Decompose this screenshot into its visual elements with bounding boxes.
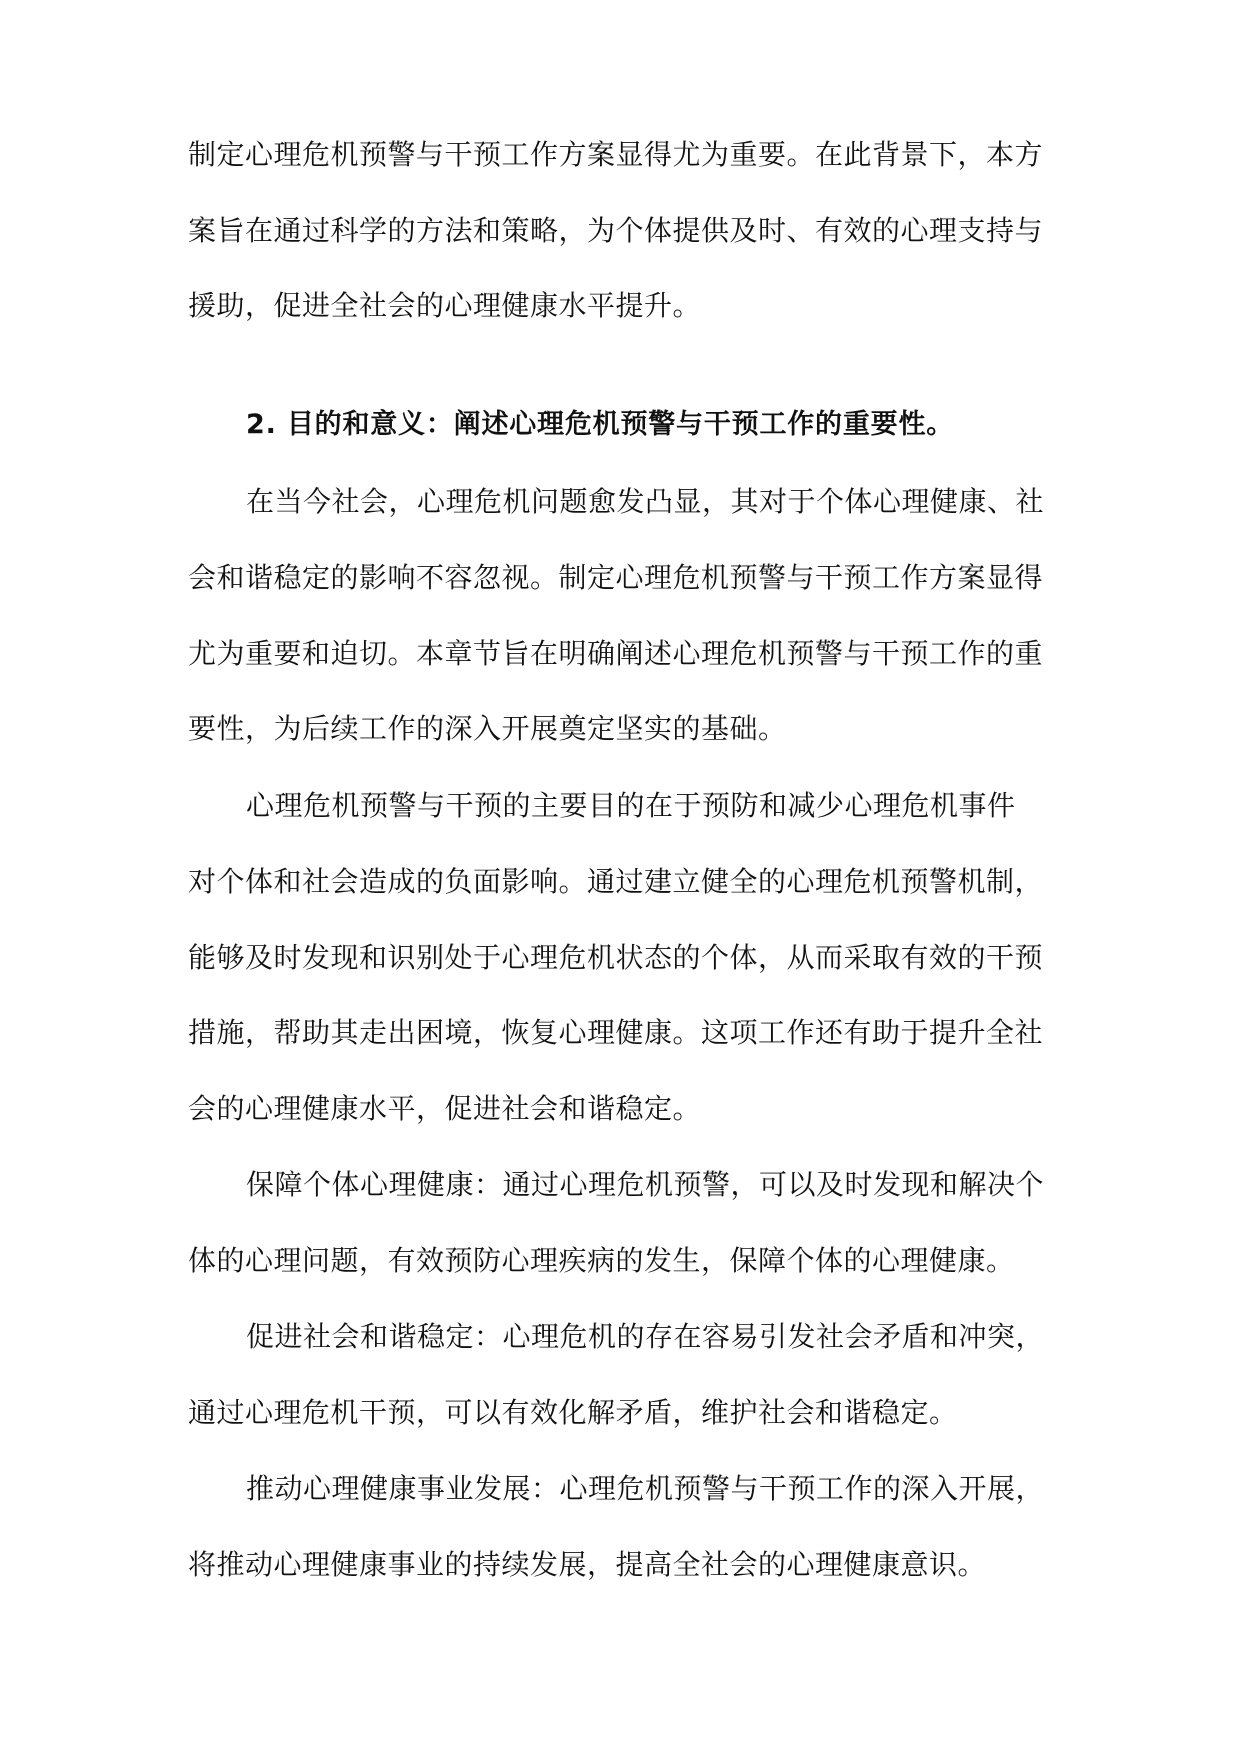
paragraph-purpose-line-4: 措施，帮助其走出困境，恢复心理健康。这项工作还有助于提升全社 (188, 1016, 1044, 1049)
paragraph-context-line-2: 会和谐稳定的影响不容忽视。制定心理危机预警与干预工作方案显得 (188, 561, 1044, 594)
paragraph-individual-line-2: 体的心理问题，有效预防心理疾病的发生，保障个体的心理健康。 (188, 1244, 1015, 1277)
paragraph-development-line-1: 推动心理健康事业发展：心理危机预警与干预工作的深入开展， (246, 1472, 1045, 1505)
paragraph-intro-line-3: 援助，促进全社会的心理健康水平提升。 (188, 289, 702, 322)
paragraph-society-line-1: 促进社会和谐稳定：心理危机的存在容易引发社会矛盾和冲突， (246, 1320, 1045, 1353)
paragraph-individual-line-1: 保障个体心理健康：通过心理危机预警，可以及时发现和解决个 (246, 1168, 1045, 1201)
paragraph-development-line-2: 将推动心理健康事业的持续发展，提高全社会的心理健康意识。 (188, 1548, 987, 1581)
paragraph-society-line-2: 通过心理危机干预，可以有效化解矛盾，维护社会和谐稳定。 (188, 1396, 958, 1429)
paragraph-purpose-line-1: 心理危机预警与干预的主要目的在于预防和减少心理危机事件 (246, 789, 1016, 822)
paragraph-intro-line-1: 制定心理危机预警与干预工作方案显得尤为重要。在此背景下，本方 (188, 138, 1044, 171)
paragraph-purpose-line-3: 能够及时发现和识别处于心理危机状态的个体，从而采取有效的干预 (188, 941, 1044, 974)
paragraph-context-line-3: 尤为重要和迫切。本章节旨在明确阐述心理危机预警与干预工作的重 (188, 637, 1044, 670)
section-heading: 2. 目的和意义：阐述心理危机预警与干预工作的重要性。 (246, 409, 955, 440)
paragraph-purpose-line-2: 对个体和社会造成的负面影响。通过建立健全的心理危机预警机制， (188, 865, 1044, 898)
paragraph-context-line-1: 在当今社会，心理危机问题愈发凸显，其对于个体心理健康、社 (246, 485, 1045, 518)
paragraph-context-line-4: 要性，为后续工作的深入开展奠定坚实的基础。 (188, 712, 787, 745)
paragraph-intro-line-2: 案旨在通过科学的方法和策略，为个体提供及时、有效的心理支持与 (188, 214, 1044, 247)
paragraph-purpose-line-5: 会的心理健康水平，促进社会和谐稳定。 (188, 1092, 702, 1125)
